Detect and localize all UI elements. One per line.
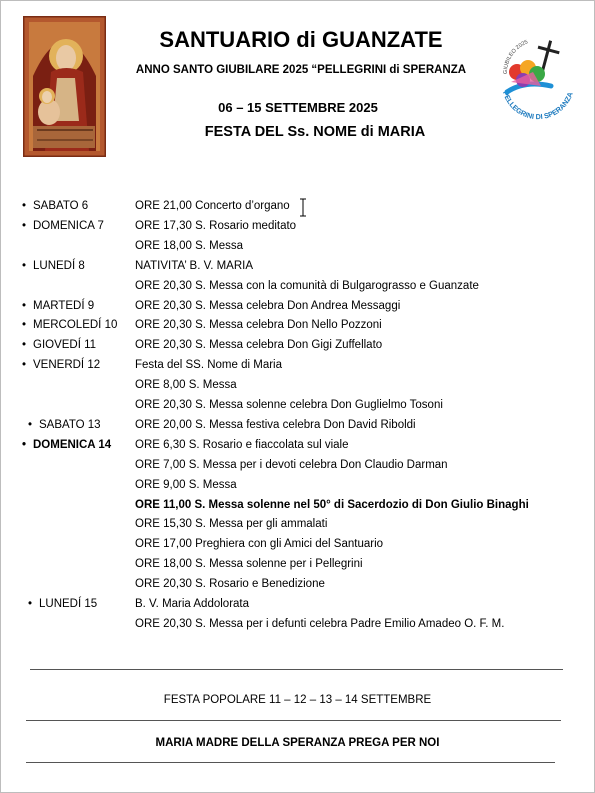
schedule-row: [0, 459, 595, 479]
schedule-event: ORE 20,30 S. Messa celebra Don Gigi Zuffellato: [135, 339, 383, 352]
schedule-event: ORE 6,30 S. Rosario e fiaccolata sul viale: [135, 438, 349, 451]
page-subtitle: ANNO SANTO GIUBILARE 2025 “PELLEGRINI di SPERANZA: [135, 64, 467, 76]
schedule-day-label: LUNEDÍ 8: [33, 259, 85, 272]
schedule-row: [0, 280, 595, 300]
schedule-row: [0, 220, 595, 240]
schedule-row: [0, 200, 595, 220]
schedule-row: [0, 558, 595, 578]
schedule-day: [22, 260, 85, 272]
schedule-event: ORE 21,00 Concerto d’organo: [135, 200, 290, 212]
madonna-icon: [23, 16, 106, 157]
bullet-icon: •: [22, 219, 27, 232]
logo-ring-bottom: PELLEGRINI DI SPERANZA: [501, 89, 575, 122]
divider: [26, 762, 555, 763]
schedule-day: [22, 359, 100, 371]
logo-ring-top: GIUBILEO 2025: [502, 39, 529, 75]
schedule-event: NATIVITA’ B. V. MARIA: [135, 259, 254, 272]
schedule-row: [0, 240, 595, 260]
bullet-icon: •: [22, 339, 27, 352]
schedule-row: [0, 518, 595, 538]
schedule-event: Festa del SS. Nome di Maria: [135, 359, 283, 372]
schedule-event: ORE 20,30 S. Messa celebra Don Andrea Messaggi: [135, 299, 401, 312]
schedule-event: ORE 17,30 S. Rosario meditato: [135, 219, 297, 232]
schedule-day: [22, 200, 88, 212]
schedule-day: [22, 220, 104, 232]
schedule-day: [28, 598, 97, 610]
bullet-icon: •: [22, 200, 27, 212]
schedule-day-label: VENERDÍ 12: [33, 359, 101, 372]
schedule-day-label: SABATO 13: [39, 418, 101, 431]
schedule-day-label: GIOVEDÍ 11: [33, 339, 97, 352]
jubilee-logo: [493, 34, 583, 126]
schedule-row: [0, 419, 595, 439]
schedule-day-label: SABATO 6: [33, 200, 89, 212]
bullet-icon: •: [22, 319, 27, 332]
schedule-day: [22, 339, 96, 351]
schedule-row: [0, 339, 595, 359]
bullet-icon: •: [22, 299, 27, 312]
schedule-row: [0, 319, 595, 339]
closing-prayer: MARIA MADRE DELLA SPERANZA PREGA PER NOI: [155, 737, 440, 749]
bullet-icon: •: [22, 359, 27, 372]
schedule-row: [0, 399, 595, 419]
schedule-day: [22, 439, 111, 451]
schedule-day: [22, 319, 117, 331]
divider: [30, 669, 563, 670]
schedule-row: [0, 578, 595, 598]
schedule-event: ORE 18,00 S. Messa: [135, 239, 244, 252]
schedule-event: ORE 11,00 S. Messa solenne nel 50° di Sacerdozio di Don Giulio Binaghi: [135, 498, 529, 511]
page-title: SANTUARIO di GUANZATE: [159, 27, 443, 52]
schedule-event: ORE 17,00 Preghiera con gli Amici del Santuario: [135, 538, 384, 551]
schedule-event: ORE 7,00 S. Messa per i devoti celebra Don Claudio Darman: [135, 458, 448, 471]
text-cursor-icon: [300, 198, 306, 217]
schedule-day: [28, 419, 101, 431]
schedule-row: [0, 499, 595, 519]
schedule-row: [0, 379, 595, 399]
schedule-day: [22, 300, 94, 312]
festa-popolare: FESTA POPOLARE 11 – 12 – 13 – 14 SETTEMBRE: [163, 694, 432, 706]
schedule-day-label: MERCOLEDÍ 10: [33, 319, 118, 332]
bullet-icon: •: [28, 598, 33, 610]
schedule-row: [0, 260, 595, 280]
bullet-icon: •: [22, 259, 27, 272]
schedule-day-label: DOMENICA 14: [33, 438, 112, 451]
schedule-day-label: DOMENICA 7: [33, 219, 104, 232]
schedule-event: ORE 20,30 S. Messa solenne celebra Don Guglielmo Tosoni: [135, 399, 443, 411]
schedule-row: [0, 479, 595, 499]
schedule-event: ORE 20,00 S. Messa festiva celebra Don David Riboldi: [135, 418, 416, 431]
schedule-event: ORE 18,00 S. Messa solenne per i Pellegrini: [135, 558, 363, 571]
schedule-row: [0, 538, 595, 558]
schedule-event: ORE 8,00 S. Messa: [135, 379, 237, 392]
schedule-row: [0, 598, 595, 618]
bullet-icon: •: [22, 438, 27, 451]
schedule-day-label: MARTEDÍ 9: [33, 299, 95, 312]
bullet-icon: •: [28, 418, 33, 431]
schedule-row: [0, 439, 595, 459]
schedule-event: ORE 20,30 S. Messa celebra Don Nello Pozzoni: [135, 319, 382, 332]
event-dates: 06 – 15 SETTEMBRE 2025: [218, 100, 378, 115]
feast-title: FESTA DEL Ss. NOME di MARIA: [204, 124, 426, 140]
schedule-event: B. V. Maria Addolorata: [135, 598, 250, 610]
schedule-day-label: LUNEDÍ 15: [39, 598, 98, 610]
schedule-row: [0, 618, 595, 638]
schedule-row: [0, 359, 595, 379]
schedule-event: ORE 15,30 S. Messa per gli ammalati: [135, 518, 328, 531]
schedule-event: ORE 9,00 S. Messa: [135, 478, 237, 491]
schedule-event: ORE 20,30 S. Messa per i defunti celebra Padre Emilio Amadeo O. F. M.: [135, 617, 505, 630]
schedule-event: ORE 20,30 S. Rosario e Benedizione: [135, 578, 325, 591]
divider: [26, 720, 561, 721]
schedule-row: [0, 300, 595, 320]
schedule-event: ORE 20,30 S. Messa con la comunità di Bulgarograsso e Guanzate: [135, 279, 479, 292]
svg-text:PELLEGRINI DI SPERANZA: [501, 90, 575, 121]
